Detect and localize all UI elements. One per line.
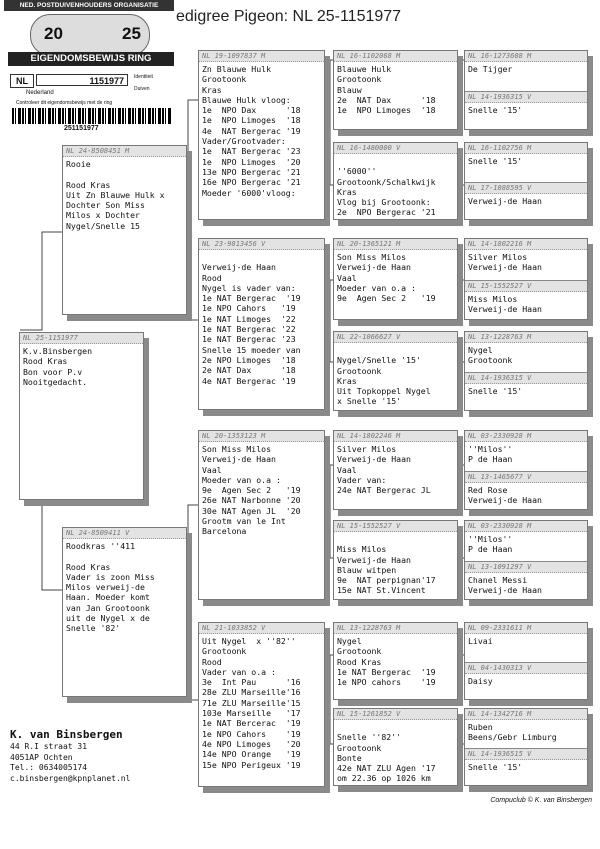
ancestor-pair-1 (464, 50, 588, 130)
control-note: Controleer dit eigendomsbewijs met de ring (16, 100, 113, 106)
ancestor-sire (465, 143, 587, 182)
pigeon-details: Miss Milos Verweij-de Haan (468, 294, 542, 315)
pigeon-details: ''Milos'' P de Haan (468, 534, 513, 555)
pigeon-card-father (62, 145, 187, 315)
ring-number-header: NL 14-1342716 M (465, 709, 587, 720)
ring-number-header: NL 14-1936315 V (465, 373, 587, 384)
barcode-number: 251151977 (64, 125, 99, 132)
breeder-phone: Tel.: 0634005174 (10, 763, 88, 772)
ancestor-dam (465, 748, 587, 786)
ring-number-header: NL 21-1033852 V (199, 623, 324, 634)
pigeon-card-fff (333, 50, 458, 130)
breeder-contact (10, 728, 130, 784)
pigeon-details: Silver Milos Verweij-de Haan Vaal Vader van: 24e NAT Bergerac JL (337, 444, 431, 496)
side-label-2: Duiven (134, 86, 150, 92)
eigendomsbewijs-banner (8, 52, 174, 66)
pigeon-details: Chanel Messi Verweij-de Haan (468, 575, 542, 596)
breeder-city: 4051AP Ochten (10, 752, 73, 762)
pigeon-details: Snelle '15' (468, 386, 523, 396)
pigeon-card-mmf (333, 622, 458, 700)
ring-number-header: NL 13-1228763 M (334, 623, 457, 634)
ring-number-header: NL 14-1936315 V (465, 92, 587, 103)
ring-number-header: NL 20-1365121 M (334, 239, 457, 250)
pigeon-details: Zn Blauwe Hulk Grootoonk Kras Blauwe Hulk vloog: 1e NPO Dax '18 1e NPO Limoges '18 4e NAT Bergerac '19 Vader/Grootvader: 1e NAT Bergerac '23 1e NPO Limoges '20 13e NPO Bergerac '21 16e NPO Bergerac '21 Moeder '6000'vloog: (202, 64, 301, 198)
pigeon-card-mmm (333, 708, 458, 786)
pigeon-details: Snelle '15' (468, 762, 523, 772)
pigeon-card-fm (198, 238, 325, 410)
pigeon-card-fmf (333, 238, 458, 320)
ancestor-dam (465, 182, 587, 220)
pigeon-details: Roodkras ''411 Rood Kras Vader is zoon Miss Milos verweij-de Haan. Moeder komt van Jan Grootoonk uit de Nygel x de Snelle '82' (66, 541, 155, 634)
ancestor-sire (465, 332, 587, 372)
ancestor-pair-3 (464, 238, 588, 320)
pigeon-card-fmm (333, 331, 458, 411)
ring-number-header: NL 15-1552527 V (465, 281, 587, 292)
pigeon-details: Uit Nygel x ''82'' Grootoonk Rood Vader van o.a : 3e Int Pau '16 28e ZLU Marseille'16 71e ZLU Marseille'15 103e Marseille '17 1e NAT Bercerac '19 1e NPO Cahors '19 4e NPO Limoges '20 14e NPO Orange '19 15e NPO Perigeux '19 (202, 636, 301, 770)
pigeon-details: Verweij-de Haan (468, 196, 542, 206)
ring-number-header: NL 13-1465677 V (465, 472, 587, 483)
pigeon-details: K.v.Binsbergen Rood Kras Bon voor P.v Nooitgedacht. (23, 346, 93, 387)
ancestor-sire (465, 623, 587, 662)
ancestor-dam (465, 561, 587, 600)
ring-number-header: NL 16-1102756 M (465, 143, 587, 154)
breeder-name: K. van Binsbergen (10, 728, 123, 741)
ancestor-pair-4 (464, 331, 588, 411)
ancestor-sire (465, 431, 587, 471)
ring-number-header: NL 03-2330928 M (465, 431, 587, 442)
ring-number-header: NL 25-1151977 (20, 333, 143, 344)
breeder-address: 44 R.I straat 31 (10, 742, 88, 751)
ring-number-header: NL 04-1430313 V (465, 663, 587, 674)
pigeon-details: Nygel Grootoonk Rood Kras 1e NAT Bergerac '19 1e NPO cahors '19 (337, 636, 436, 688)
ring-number-header: NL 03-2330928 M (465, 521, 587, 532)
ring-number-header: NL 16-1273608 M (465, 51, 587, 62)
ancestor-dam (465, 372, 587, 411)
ancestor-sire (465, 709, 587, 748)
pigeon-details: Nygel/Snelle '15' Grootoonk Kras Uit Topkoppel Nygel x Snelle '15' (337, 355, 431, 407)
pigeon-details: Verweij-de Haan Rood Nygel is vader van: 1e NAT Bergerac '19 1e NPO Cahors '19 1e NAT Limoges '22 1e NAT Bergerac '22 1e NAT Bergerac '23 Snelle 15 moeder van 2e NPO Limoges '18 2e NAT Dax '18 4e NAT Bergerac '19 (202, 262, 301, 386)
pigeon-card-ffm (333, 142, 458, 220)
ancestor-sire (465, 51, 587, 91)
ring-number-header: NL 20-1353123 M (199, 431, 324, 442)
pigeon-details: Miss Milos Verweij-de Haan Blauw witpen 9e NAT perpignan'17 15e NAT St.Vincent (337, 544, 436, 596)
ring-number-header: NL 14-1802216 M (465, 239, 587, 250)
ring-number-header: NL 16-1480000 V (334, 143, 457, 154)
country-name: Nederland (26, 90, 54, 96)
pigeon-details: Son Miss Milos Verweij-de Haan Vaal Moeder van o.a : 9e Agen Sec 2 '19 26e NAT Narbonne '20 30e NAT Agen JL '20 Grootm van le Int Barcelona (202, 444, 301, 537)
ring-text: RING (127, 53, 152, 64)
pigeon-details: Ruben Beens/Gebr Limburg (468, 722, 557, 743)
pigeon-details: Daisy (468, 676, 493, 686)
pigeon-details: Blauwe Hulk Grootoonk Blauw 2e NAT Dax '18 1e NPO Limoges '18 (337, 64, 436, 116)
pigeon-details: Silver Milos Verweij-de Haan (468, 252, 542, 273)
ring-number-header: NL 13-1091297 V (465, 562, 587, 573)
ancestor-dam (465, 662, 587, 700)
pigeon-card-ff (198, 50, 325, 220)
ring-number-header: NL 13-1228763 M (465, 332, 587, 343)
pigeon-card-mother (62, 527, 187, 697)
ring-number-header: NL 15-1552527 V (334, 521, 457, 532)
ring-number-header: NL 15-1261852 V (334, 709, 457, 720)
pigeon-details: ''Milos'' P de Haan (468, 444, 513, 465)
ring-number: 1151977 (36, 74, 128, 86)
ring-number-header: NL 09-2331611 M (465, 623, 587, 634)
ancestor-pair-7 (464, 622, 588, 700)
ancestor-sire (465, 239, 587, 280)
ownership-ring-logo (2, 0, 180, 136)
side-label-1: Identiteit (134, 74, 153, 80)
country-code: NL (10, 74, 34, 88)
ring-number-header: NL 14-1936515 V (465, 749, 587, 760)
organisation-banner: NED. POSTDUIVENHOUDERS ORGANISATIE (4, 0, 174, 11)
ring-number-header: NL 24-8508451 M (63, 146, 186, 157)
ancestor-dam (465, 91, 587, 130)
ancestor-dam (465, 471, 587, 510)
ancestor-pair-5 (464, 430, 588, 510)
ring-number-header: NL 17-1088595 V (465, 183, 587, 194)
ancestor-pair-6 (464, 520, 588, 600)
pigeon-details: Snelle '15' (468, 156, 523, 166)
pigeon-details: Livai (468, 636, 493, 646)
eigendom-text: EIGENDOMSBEWIJS (30, 53, 126, 64)
ring-number-header: NL 24-8509411 V (63, 528, 186, 539)
pigeon-details: De Tijger (468, 64, 513, 74)
pigeon-card-mff (333, 430, 458, 510)
footer-credit: Compuclub © K. van Binsbergen (490, 797, 592, 804)
year-right: 25 (122, 24, 141, 43)
pigeon-card-mm (198, 622, 325, 787)
pigeon-card-mfm (333, 520, 458, 600)
pigeon-details: Son Miss Milos Verweij-de Haan Vaal Moeder van o.a : 9e Agen Sec 2 '19 (337, 252, 436, 304)
pigeon-card-mf (198, 430, 325, 600)
year-left: 20 (44, 24, 63, 43)
page-title: edigree Pigeon: NL 25-1151977 (176, 8, 402, 25)
pigeon-details: ''6000'' Grootoonk/Schalkwijk Kras Vlog bij Grootoonk: 2e NPO Bergerac '21 (337, 166, 436, 218)
ancestor-pair-2 (464, 142, 588, 220)
ring-number-header: NL 22-1066627 V (334, 332, 457, 343)
ring-number-header: NL 23-9813456 V (199, 239, 324, 250)
pigeon-details: Snelle ''82'' Grootoonk Bonte 42e NAT ZLU Agen '17 om 22.36 op 1026 km (337, 732, 436, 784)
ancestor-dam (465, 280, 587, 320)
ancestor-pair-8 (464, 708, 588, 786)
pigeon-details: Rooie Rood Kras Uit Zn Blauwe Hulk x Dochter Son Miss Milos x Dochter Nygel/Snelle 15 (66, 159, 165, 231)
barcode-icon (12, 108, 172, 124)
ring-number-header: NL 19-1097837 M (199, 51, 324, 62)
ancestor-sire (465, 521, 587, 561)
ring-number-header: NL 14-1802246 M (334, 431, 457, 442)
pigeon-details: Snelle '15' (468, 105, 523, 115)
pigeon-card-main (19, 332, 144, 500)
pigeon-details: Nygel Grootoonk (468, 345, 513, 366)
breeder-email: c.binsbergen@kpnplanet.nl (10, 773, 131, 783)
ring-number-header: NL 16-1102068 M (334, 51, 457, 62)
pigeon-details: Red Rose Verweij-de Haan (468, 485, 542, 506)
